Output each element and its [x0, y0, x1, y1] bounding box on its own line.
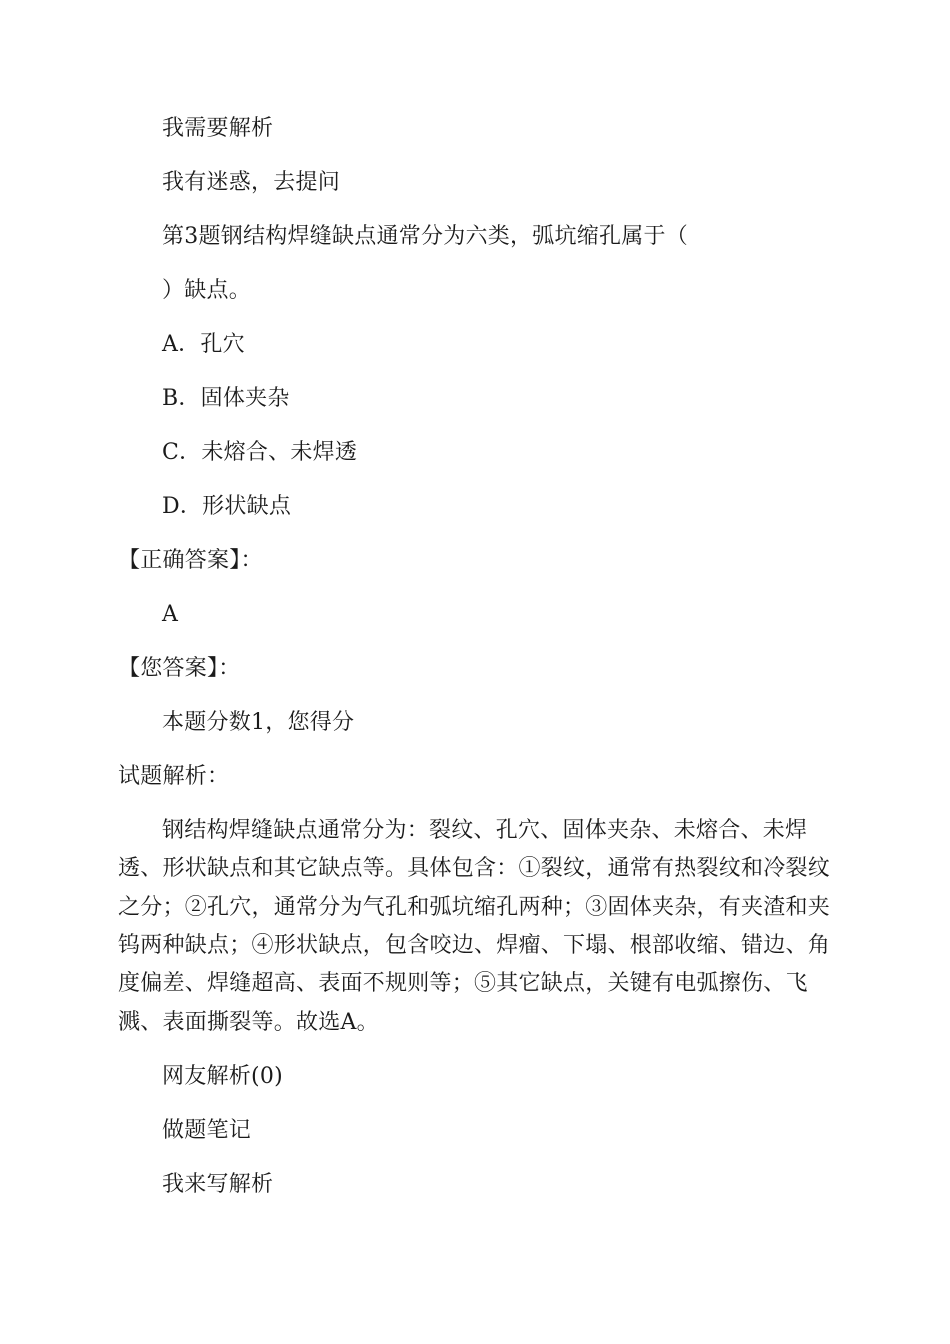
analysis-line: 钢结构焊缝缺点通常分为：裂纹、孔穴、固体夹杂、未熔合、未焊 — [162, 817, 808, 843]
option-d[interactable]: D．形状缺点 — [162, 494, 292, 519]
question-stem-line-2: ）缺点。 — [162, 278, 252, 303]
analysis-paragraph — [0, 812, 950, 1042]
question-page — [0, 102, 950, 1212]
notes-link[interactable]: 做题笔记 — [162, 1118, 252, 1144]
analysis-line: 透、形状缺点和其它缺点等。具体包含：①裂纹，通常有热裂纹和冷裂纹 — [118, 856, 831, 882]
your-answer-label: 【您答案】： — [118, 656, 241, 681]
question-stem-line-1: 第3题钢结构焊缝缺点通常分为六类，弧坑缩孔属于（ — [162, 224, 688, 249]
option-b[interactable]: B．固体夹杂 — [162, 386, 290, 411]
analysis-line: 溅、表面撕裂等。故选A。 — [118, 1009, 379, 1035]
user-analysis-link[interactable]: 网友解析(0) — [162, 1064, 283, 1090]
ask-question-link[interactable]: 我有迷惑，去提问 — [162, 170, 341, 195]
correct-answer-value: A — [162, 602, 179, 627]
score-text: 本题分数1，您得分 — [162, 710, 355, 735]
need-analysis-link[interactable]: 我需要解析 — [162, 116, 274, 141]
option-a[interactable]: A．孔穴 — [162, 332, 245, 357]
analysis-label: 试题解析： — [118, 764, 230, 789]
option-c[interactable]: C．未熔合、未焊透 — [162, 440, 358, 465]
correct-answer-label: 【正确答案】： — [118, 548, 263, 573]
analysis-line: 之分；②孔穴，通常分为气孔和弧坑缩孔两种；③固体夹杂，有夹渣和夹 — [118, 894, 831, 920]
analysis-line: 度偏差、焊缝超高、表面不规则等；⑤其它缺点，关键有电弧擦伤、飞 — [118, 971, 808, 997]
write-analysis-link[interactable]: 我来写解析 — [162, 1172, 274, 1198]
analysis-line: 钨两种缺点；④形状缺点，包含咬边、焊瘤、下塌、根部收缩、错边、角 — [118, 933, 831, 959]
